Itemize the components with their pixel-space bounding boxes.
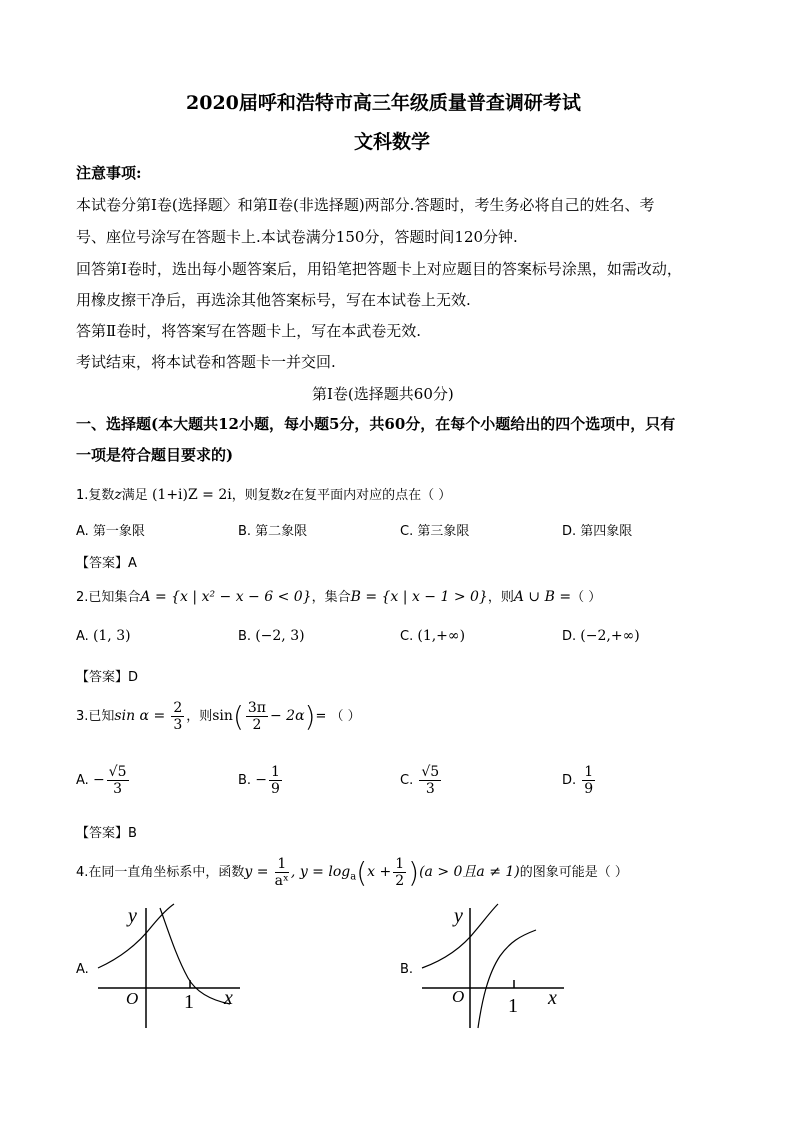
question-2-option-d: D. (−2,+∞) — [562, 628, 640, 644]
graph-a-label: A. — [76, 962, 89, 977]
question-1-option-d: D. 第四象限 — [562, 524, 633, 539]
section-intro-line-2: 一项是符合题目要求的) — [76, 446, 234, 464]
graph-a — [90, 900, 250, 1032]
notice-heading: 注意事项: — [76, 164, 142, 182]
notice-paragraph-1-line-1: 本试卷分第Ⅰ卷(选择题〉和第Ⅱ卷(非选择题)两部分.答题时，考生务必将自己的姓名、考 — [76, 196, 655, 214]
question-3-option-d: D. $\frac{1}{9}$ — [562, 764, 594, 798]
notice-paragraph-3: 答第Ⅱ卷时，将答案写在答题卡上，写在本武卷无效. — [76, 322, 421, 340]
question-2-option-c: C. (1,+∞) — [400, 628, 466, 644]
question-3-option-c: C. $\frac{√5}{3}$ — [400, 764, 440, 798]
tick-one-label: 1 — [184, 991, 194, 1013]
notice-paragraph-4: 考试结束，将本试卷和答题卡一并交回. — [76, 353, 336, 371]
question-1-option-c: C. 第三象限 — [400, 524, 470, 539]
exam-title: 2020届呼和浩特市高三年级质量普查调研考试 — [186, 92, 581, 114]
question-3-option-b: B. − $\frac{1}{9}$ — [238, 764, 280, 798]
question-2-option-a: A. (1, 3) — [76, 628, 131, 644]
graph-b-label: B. — [400, 962, 414, 977]
origin-label: O — [452, 987, 465, 1006]
notice-paragraph-1-line-2: 号、座位号涂写在答题卡上.本试卷满分150分，答题时间120分钟. — [76, 228, 518, 246]
fraction-3pi-2: $\frac{3\pi}{2}$ — [247, 700, 266, 734]
question-3-answer: 【答案】B — [76, 826, 137, 841]
x-axis-label: x — [548, 987, 557, 1009]
fraction-2-3: $\frac{2}{3}$ — [173, 700, 183, 734]
question-2-option-b: B. (−2, 3) — [238, 628, 305, 644]
origin-label: O — [126, 989, 139, 1008]
question-1-option-a: A. 第一象限 — [76, 524, 145, 539]
section-intro-line-1: 一、选择题(本大题共12小题，每小题5分，共60分，在每个小题给出的四个选项中，只有 — [76, 415, 676, 433]
question-2-stem: 2.已知集合A = {x | x² − x − 6 < 0}，集合B = {x | x − 1 > 0}，则A ∪ B =（ ） — [76, 589, 602, 605]
graph-b — [414, 900, 574, 1032]
y-axis-label: y — [454, 905, 463, 927]
question-4-stem: 4.在同一直角坐标系中，函数y = $\frac{1}{\text{aˣ}}$ , $y = \log_a(x$ + $\frac{1}{2}$ )(a > 0且a ≠ 1)的图象可能是（ ） — [76, 856, 628, 890]
question-1-answer: 【答案】A — [76, 556, 137, 571]
question-2-answer: 【答案】D — [76, 670, 139, 685]
exam-subject: 文科数学 — [354, 131, 431, 153]
section-title: 第Ⅰ卷(选择题共60分) — [312, 385, 454, 403]
tick-one-label: 1 — [508, 995, 518, 1017]
x-axis-label: x — [224, 987, 233, 1009]
decreasing-curve — [160, 908, 230, 1004]
question-1-stem: 1.复数z满足 (1+i)Z = 2i，则复数z在复平面内对应的点在（ ） — [76, 487, 452, 503]
y-axis-label: y — [128, 905, 137, 927]
question-3-option-a: A. − $\frac{√5}{3}$ — [76, 764, 127, 798]
notice-paragraph-2-line-1: 回答第Ⅰ卷时，选出每小题答案后，用铅笔把答题卡上对应题目的答案标号涂黑，如需改动， — [76, 260, 682, 278]
notice-paragraph-2-line-2: 用橡皮擦干净后，再选涂其他答案标号，写在本试卷上无效. — [76, 291, 471, 309]
question-3-stem: 3.已知sin α = $\frac{2}{3}$ ，则sin( $\frac{3\pi}{2}$ − 2α)= （ ） — [76, 700, 361, 734]
log-curve — [478, 930, 536, 1028]
question-1-option-b: B. 第二象限 — [238, 524, 308, 539]
